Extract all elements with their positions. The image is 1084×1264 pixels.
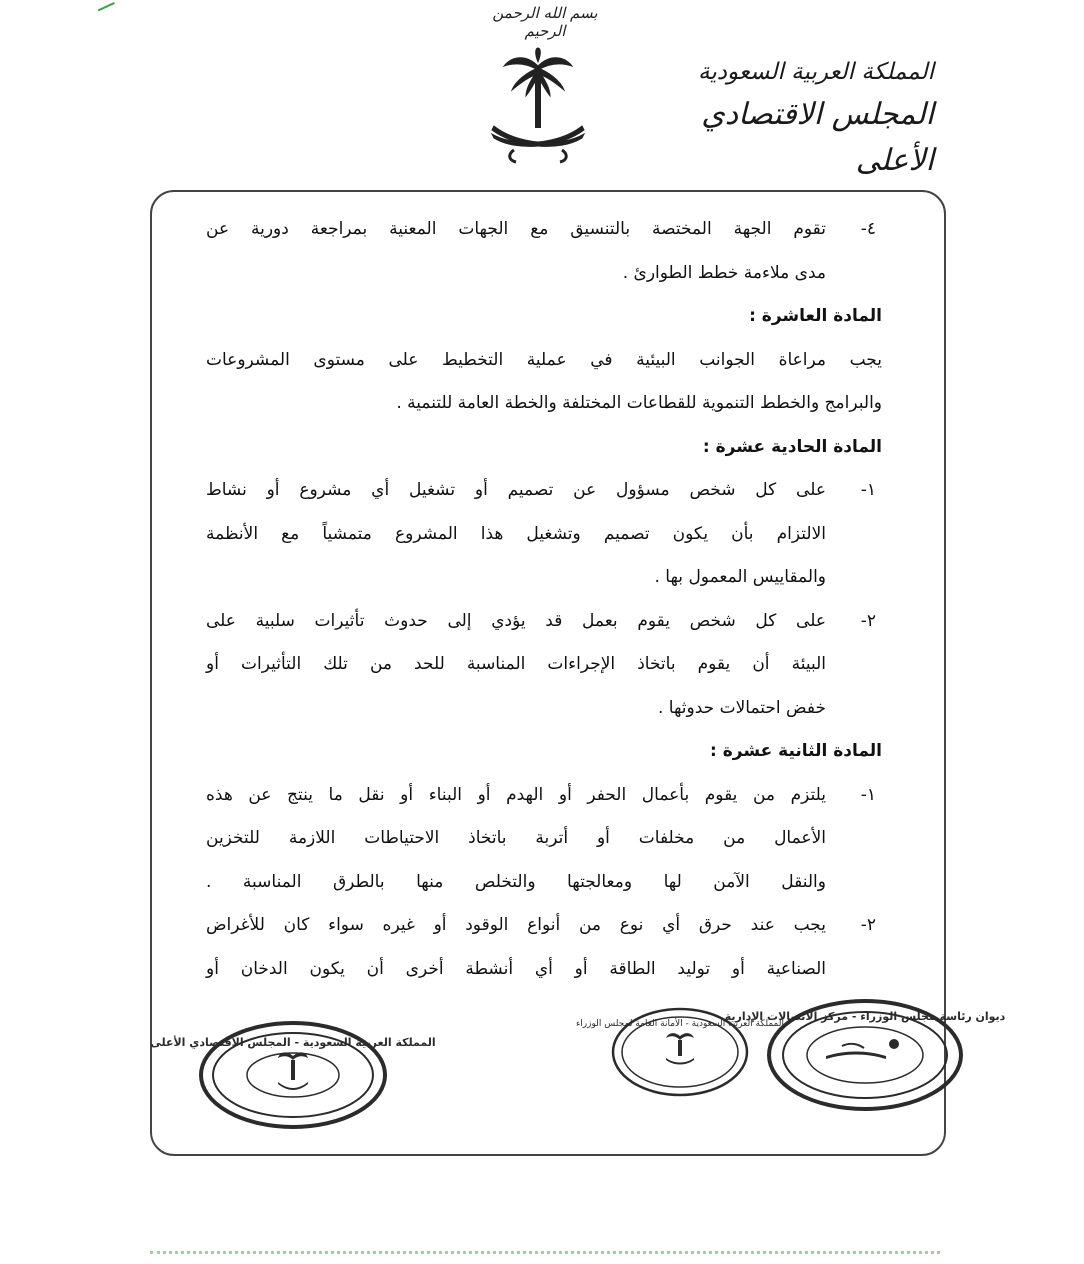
item-line: الأعمال من مخلفات أو أتربة باتخاذ الاحتياطات اللازمة للتخزين (206, 828, 826, 848)
item-line: يجب عند حرق أي نوع من أنواع الوقود أو غيره سواء كان للأغراض (206, 915, 826, 935)
list-item (206, 208, 882, 295)
item-text (206, 600, 826, 731)
item-line: البيئة أن يقوم باتخاذ الإجراءات المناسبة للحد من تلك التأثيرات أو (206, 654, 826, 674)
item-number: ١- (860, 784, 876, 805)
item-line: خفض احتمالات حدوثها . (657, 697, 826, 718)
item-number: ٤- (860, 219, 876, 239)
item-line: الالتزام بأن يكون تصميم وتشغيل هذا المشروع متمشياً مع الأنظمة (206, 523, 826, 544)
item-text (206, 904, 826, 991)
kingdom-name: المملكة العربية السعودية (698, 59, 934, 85)
seal-communications-center (724, 998, 1006, 1112)
council-name: المجلس الاقتصادي الأعلى (701, 97, 934, 178)
corner-mark (95, 0, 115, 11)
item-line: على كل شخص يقوم بعمل قد يؤدي إلى حدوث تأثيرات سلبية على (206, 610, 826, 631)
item-text (206, 208, 826, 295)
article-heading: المادة العاشرة : (749, 306, 882, 326)
list-item (206, 904, 882, 991)
palm-and-swords-emblem (486, 48, 590, 166)
paragraph (206, 339, 882, 426)
seal-right-text: ديوان رئاسة مجلس الوزراء - مركز الاتصالات الإدارية (724, 1010, 1006, 1023)
list-item (206, 600, 882, 731)
paragraph-line: والبرامج والخطط التنموية للقطاعات المختلفة والخطة العامة للتنمية . (396, 393, 882, 413)
paragraph-line: يجب مراعاة الجوانب البيئية في عملية التخطيط على مستوى المشروعات (206, 349, 882, 370)
list-item (206, 469, 882, 600)
item-number: ١- (860, 480, 876, 500)
letterhead (654, 52, 934, 184)
item-line: تقوم الجهة المختصة بالتنسيق مع الجهات المعنية بمراجعة دورية عن (206, 219, 826, 239)
document-body (206, 208, 882, 991)
footer-marks (150, 1251, 940, 1264)
seal-mid-text: المملكة العربية السعودية - الأمانة العامة لمجلس الوزراء (576, 1019, 784, 1029)
item-number: ٢- (860, 915, 876, 935)
item-line: الصناعية أو توليد الطاقة أو أي أنشطة أخرى أن يكون الدخان أو (206, 958, 826, 979)
item-line: يلتزم من يقوم بأعمال الحفر أو الهدم أو البناء أو نقل ما ينتج عن هذه (206, 784, 826, 805)
article-heading: المادة الثانية عشرة : (710, 741, 882, 761)
basmala: بسم الله الرحمن الرحيم (492, 4, 598, 40)
item-line: مدى ملاءمة خطط الطوارئ . (622, 262, 826, 283)
item-line: والمقاييس المعمول بها . (654, 567, 826, 587)
item-text (206, 469, 826, 600)
article-heading: المادة الحادية عشرة : (702, 436, 882, 457)
item-line: والنقل الآمن لها ومعالجتها والتخلص منها بالطرق المناسبة . (206, 871, 826, 892)
seal-top-text: المملكة العربية السعودية - المجلس الاقتصادي الأعلى (150, 1036, 436, 1049)
item-line: على كل شخص مسؤول عن تصميم أو تشغيل أي مشروع أو نشاط (206, 480, 826, 500)
seal-economic-council (150, 1020, 436, 1130)
item-number: ٢- (860, 610, 876, 631)
item-text (206, 774, 826, 905)
list-item (206, 774, 882, 905)
